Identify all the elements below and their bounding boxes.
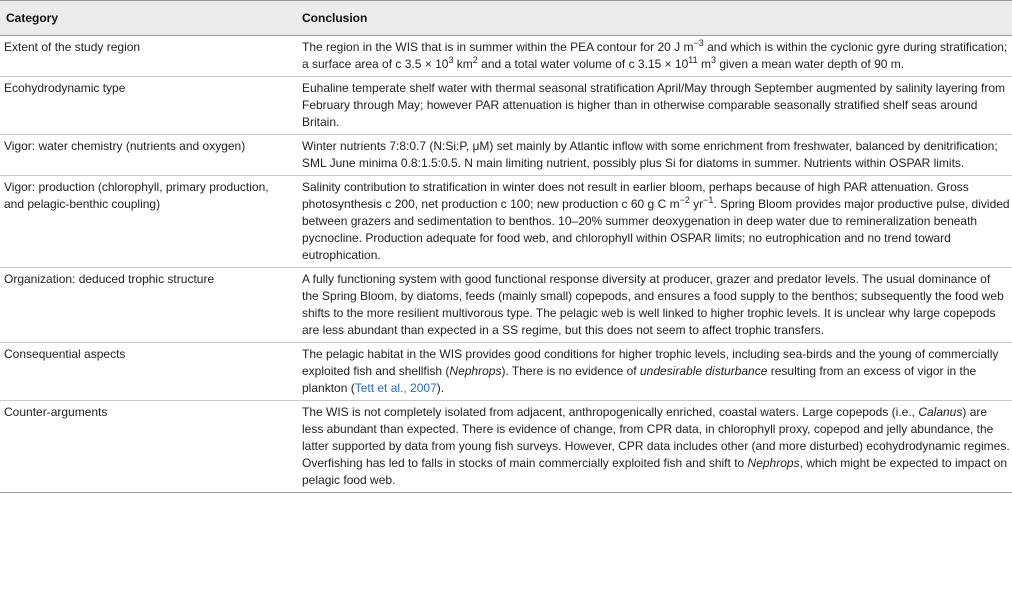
- conclusion-cell: [300, 268, 1012, 343]
- category-cell: Extent of the study region: [0, 36, 300, 77]
- conclusion-text: resulting from an excess of vigor in the plankton (: [302, 364, 977, 395]
- category-cell: Organization: deduced trophic structure: [0, 268, 300, 343]
- conclusion-cell: [300, 135, 1012, 176]
- table-row: [0, 268, 1012, 343]
- conclusion-text: A fully functioning system with good functional response diversity at producer, grazer and predator levels. The usual dominance of the Spring Bloom, by diatoms, feeds (mainly small) copepods, and ensures a food supply to the benthos; subsequently the food web shifts to the more resilient multivorous type. The pelagic web is well linked to higher trophic levels. It is unclear why large copepods are less abundant than expected in a SS regime, but this does not seem to affect trophic transfers.: [302, 272, 1004, 337]
- category-cell: Counter-arguments: [0, 401, 300, 493]
- conclusion-text: The pelagic habitat in the WIS provides good conditions for higher trophic levels, including sea-birds and the young of commercially exploited fish and shellfish (: [302, 347, 999, 378]
- superscript-text: 2: [472, 55, 478, 65]
- conclusion-cell: [300, 343, 1012, 401]
- column-header-conclusion: Conclusion: [300, 1, 1012, 36]
- column-header-category: Category: [0, 1, 300, 36]
- superscript-text: −1: [703, 195, 714, 205]
- conclusion-cell: [300, 77, 1012, 135]
- table-row: [0, 77, 1012, 135]
- superscript-text: 3: [448, 55, 454, 65]
- category-cell: Ecohydrodynamic type: [0, 77, 300, 135]
- conclusion-text: given a mean water depth of 90 m.: [715, 57, 905, 71]
- category-cell: Consequential aspects: [0, 343, 300, 401]
- conclusion-text: Euhaline temperate shelf water with thermal seasonal stratification April/May through September augmented by salinity layering from February through May; however PAR attenuation is higher than in otherwise comparable seasonally stratified shelf seas around Britain.: [302, 81, 1006, 129]
- conclusion-text: The region in the WIS that is in summer within the PEA contour for 20 J m: [302, 40, 694, 54]
- table-row: [0, 343, 1012, 401]
- conclusion-text: ). There is no evidence of: [501, 364, 640, 378]
- conclusion-text: Salinity contribution to stratification in winter does not result in earlier bloom, perhaps because of high PAR attenuation. Gross photosynthesis c 200, net production c 100; new production c 60 g C m: [302, 180, 969, 211]
- superscript-text: 11: [688, 55, 698, 65]
- conclusion-text: Winter nutrients 7:8:0.7 (N:Si:P, μM) set mainly by Atlantic inflow with some enrichment from freshwater, balanced by denitrification; SML June minima 0.8:1.5:0.5. N main limiting nutrient, possibly plus Si for diatoms in summer. Nutrients within OSPAR limits.: [302, 139, 998, 170]
- citation-link[interactable]: Tett et al., 2007: [354, 381, 437, 395]
- conclusion-cell: [300, 401, 1012, 493]
- italic-text: Nephrops: [449, 364, 502, 378]
- table-header-row: [0, 1, 1012, 36]
- table-row: [0, 36, 1012, 77]
- conclusion-text: , which might be expected to impact on pelagic food web.: [302, 456, 1008, 487]
- table-row: [0, 176, 1012, 268]
- conclusion-cell: [300, 36, 1012, 77]
- conclusion-text: ).: [436, 381, 445, 395]
- italic-text: Nephrops: [747, 456, 800, 470]
- conclusion-text: km: [453, 57, 473, 71]
- category-cell: Vigor: water chemistry (nutrients and oxygen): [0, 135, 300, 176]
- table-row: [0, 135, 1012, 176]
- conclusion-text: . Spring Bloom provides major productive pulse, divided between grazers and sedimentation to benthos. 10–20% summer deoxygenation in deep water due to remineralization beneath pycnocline. Production adequate for food web, and chlorophyll within OSPAR limits; no eutrophication and no trend toward eutrophication.: [302, 197, 1010, 262]
- italic-text: undesirable disturbance: [639, 364, 768, 378]
- conclusion-text: ) are less abundant than expected. There is evidence of change, from CPR data, in chlorophyll proxy, copepod and jelly abundance, the latter supported by data from young fish surveys. However, CPR data includes other (and more disturbed) ecohydrodynamic regimes. Overfishing has led to falls in stocks of main commercially exploited fish and shift to: [302, 405, 1010, 470]
- conclusion-text: and which is within the cyclonic gyre during stratification; a surface area of c 3.5 × 10: [302, 40, 1008, 71]
- superscript-text: −3: [693, 38, 704, 48]
- category-cell: Vigor: production (chlorophyll, primary production, and pelagic-benthic coupling): [0, 176, 300, 268]
- superscript-text: 3: [710, 55, 716, 65]
- conclusion-text: and a total water volume of c 3.15 × 10: [477, 57, 689, 71]
- table-row: [0, 401, 1012, 493]
- conclusion-cell: [300, 176, 1012, 268]
- conclusion-text: m: [697, 57, 711, 71]
- conclusion-text: yr: [689, 197, 704, 211]
- conclusion-text: The WIS is not completely isolated from adjacent, anthropogenically enriched, coastal waters. Large copepods (i.e.,: [302, 405, 919, 419]
- superscript-text: −2: [679, 195, 690, 205]
- table-body: [0, 36, 1012, 493]
- italic-text: Calanus: [918, 405, 963, 419]
